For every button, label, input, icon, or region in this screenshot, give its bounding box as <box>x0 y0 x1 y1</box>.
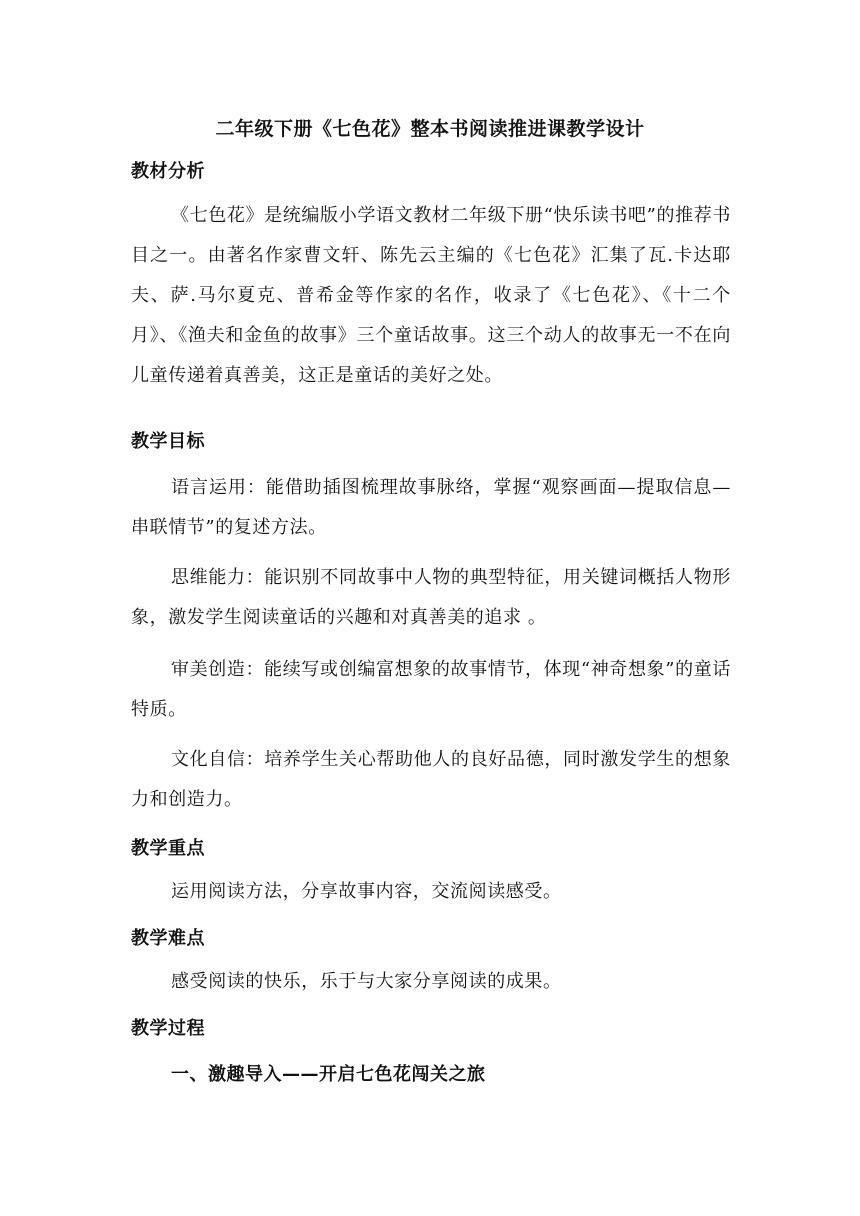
paragraph-goal-culture: 文化自信：培养学生关心帮助他人的良好品德，同时激发学生的想象力和创造力。 <box>131 749 731 810</box>
paragraph-goal-thinking: 思维能力：能识别不同故事中人物的典型特征，用关键词概括人物形象，激发学生阅读童话的兴趣和对真善美的追求 。 <box>131 567 731 628</box>
document-title: 二年级下册《七色花》整本书阅读推进课教学设计 <box>215 118 645 140</box>
paragraph-difficulties: 感受阅读的快乐，乐于与大家分享阅读的成果。 <box>171 971 562 992</box>
section-heading-teaching-process: 教学过程 <box>131 1018 205 1039</box>
section-heading-difficulties: 教学难点 <box>131 928 205 949</box>
subheading-intro: 一、激趣导入——开启七色花闯关之旅 <box>171 1064 486 1085</box>
paragraph-textbook-analysis: 《七色花》是统编版小学语文教材二年级下册“快乐读书吧”的推荐书目之一。由著名作家曹文轩、陈先云主编的《七色花》汇集了瓦.卡达耶夫、萨.马尔夏克、普希金等作家的名作，收录了《七色花》、《十二个月》、《渔夫和金鱼的故事》三个童话故事。这三个动人的故事无一不在向儿童传递着真善美，这正是童话的美好之处。 <box>131 205 731 386</box>
paragraph-key-points: 运用阅读方法，分享故事内容，交流阅读感受。 <box>171 881 562 902</box>
paragraph-goal-language: 语言运用：能借助插图梳理故事脉络，掌握“观察画面—提取信息—串联情节”的复述方法。 <box>131 477 731 538</box>
paragraph-goal-aesthetics: 审美创造：能续写或创编富想象的故事情节，体现“神奇想象”的童话特质。 <box>131 659 731 720</box>
section-heading-teaching-goals: 教学目标 <box>131 431 205 452</box>
section-heading-key-points: 教学重点 <box>131 838 205 859</box>
section-heading-textbook-analysis: 教材分析 <box>131 161 205 182</box>
